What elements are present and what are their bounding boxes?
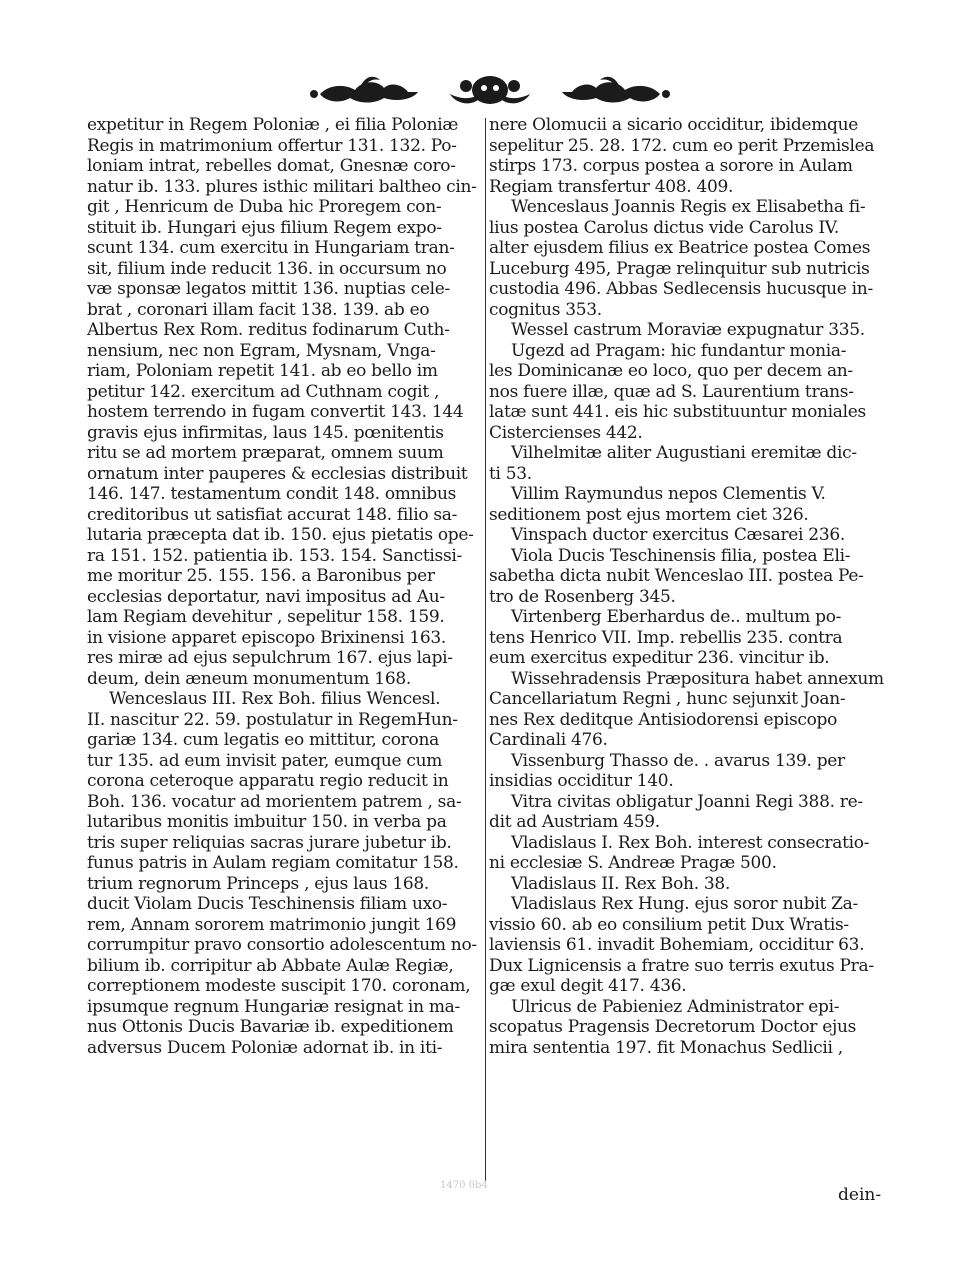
text-line: trium regnorum Princeps , ejus laus 168. [87,873,429,894]
text-line: Virtenberg Eberhardus de.. multum po- [511,607,842,627]
text-line: deum, dein æneum monumentum 168. [87,668,411,689]
text-line: res miræ ad ejus sepulchrum 167. ejus lapi- [87,648,453,668]
text-line: loniam intrat, rebelles domat, Gnesnæ coro- [87,156,456,176]
text-line: Wenceslaus III. Rex Boh. filius Wencesl. [109,689,441,709]
text-line: custodia 496. Abbas Sedlecensis hucusque in- [489,279,873,299]
text-line: gæ exul degit 417. 436. [489,976,687,996]
text-line: ecclesias deportatur, navi impositus ad Au- [87,586,445,607]
show-through-text: 1470 0b4 [440,1180,488,1191]
text-line: ducit Violam Ducis Teschinensis filiam uxo- [87,894,448,914]
text-line: Wenceslaus Joannis Regis ex Elisabetha fi- [511,197,866,217]
text-line: ornatum inter pauperes & ecclesias distribuit [87,463,468,484]
text-line: tens Henrico VII. Imp. rebellis 235. contra [489,627,843,648]
text-line: tris super reliquias sacras jurare jubetur ib. [87,832,452,853]
text-line: mira sententia 197. fit Monachus Sedlicii , [489,1037,843,1058]
text-line: dit ad Austriam 459. [489,812,660,832]
text-line: ra 151. 152. patientia ib. 153. 154. Sanctissi- [87,545,462,566]
text-line: latæ sunt 441. eis hic substituuntur moniales [489,402,866,422]
text-line: ritu se ad mortem præparat, omnem suum [87,443,444,463]
text-line: corrumpitur pravo consortio adolescentum no- [87,935,477,955]
text-line: lam Regiam devehitur , sepelitur 158. 159. [87,607,445,627]
text-line: adversus Ducem Poloniæ adornat ib. in iti- [87,1037,443,1058]
text-line: Boh. 136. vocatur ad morientem patrem , sa- [87,791,462,812]
text-line: Cardinali 476. [489,730,608,750]
text-line: natur ib. 133. plures isthic militari baltheo cin- [87,176,477,197]
text-line: Vitra civitas obligatur Joanni Regi 388. re- [511,791,863,812]
text-line: nes Rex deditque Antisiodorensi episcopo [489,709,838,730]
text-line: Vilhelmitæ aliter Augustiani eremitæ dic- [511,443,857,463]
text-line: Wessel castrum Moraviæ expugnatur 335. [511,320,865,340]
text-line: Vladislaus I. Rex Boh. interest consecratio- [511,832,870,853]
text-line: riam, Poloniam repetit 141. ab eo bello im [87,361,438,381]
text-line: hostem terrendo in fugam convertit 143. 144 [87,402,464,422]
text-line: git , Henricum de Duba hic Proregem con- [87,197,442,217]
text-line: Vissenburg Thasso de. . avarus 139. per [511,750,845,771]
text-line: nos fuere illæ, quæ ad S. Laurentium trans- [489,381,854,402]
text-line: funus patris in Aulam regiam comitatur 158. [87,853,459,873]
text-line: insidias occiditur 140. [489,771,674,791]
text-line: nensium, nec non Egram, Mysnam, Vnga- [87,340,436,361]
text-line: les Dominicanæ eo loco, quo per decem an- [489,361,853,381]
text-line: nus Ottonis Ducis Bavariæ ib. expeditionem [87,1017,454,1037]
text-line: Wissehradensis Præpositura habet annexum [511,668,884,689]
text-line: petitur 142. exercitum ad Cuthnam cogit , [87,381,440,402]
text-line: Vladislaus Rex Hung. ejus soror nubit Za- [511,894,858,914]
text-line: rem, Annam sororem matrimonio jungit 169 [87,914,457,935]
left-column [87,115,483,1058]
text-line: correptionem modeste suscipit 170. coronam, [87,976,471,996]
text-line: me moritur 25. 155. 156. a Baronibus per [87,566,435,586]
text-line: Dux Lignicensis a fratre suo terris exutus Pra- [489,955,874,976]
text-line: gravis ejus infirmitas, laus 145. pœnitentis [87,422,444,443]
text-line: tur 135. ad eum invisit pater, eumque cum [87,750,443,771]
text-line: ipsumque regnum Hungariæ resignat in ma- [87,996,460,1017]
text-line: ni ecclesiæ S. Andreæ Pragæ 500. [489,853,777,873]
text-line: lutaribus monitis imbuitur 150. in verba pa [87,812,447,832]
text-line: ti 53. [489,463,532,484]
text-line: stirps 173. corpus postea a sorore in Aulam [489,156,853,176]
text-line: brat , coronari illam facit 138. 139. ab eo [87,299,430,320]
text-line: vissio 60. ab eo consilium petit Dux Wratis- [489,914,849,935]
text-line: alter ejusdem filius ex Beatrice postea Comes [489,238,871,258]
text-line: Albertus Rex Rom. reditus fodinarum Cuth- [87,320,450,340]
text-line: Regis in matrimonium offertur 131. 132. Po- [87,135,457,156]
text-line: II. nascitur 22. 59. postulatur in RegemHun- [87,709,458,730]
text-line: bilium ib. corripitur ab Abbate Aulæ Regiæ, [87,955,454,976]
right-column [489,115,909,1058]
ornament-headpiece-icon [300,70,680,112]
text-line: Cancellariatum Regni , hunc sejunxit Joan- [489,689,846,709]
text-line: Viola Ducis Teschinensis filia, postea Eli- [511,545,851,566]
text-line: væ sponsæ legatos mittit 136. nuptias cele- [87,279,450,299]
text-line: sepelitur 25. 28. 172. cum eo perit Przemislea [489,135,875,156]
text-line: lius postea Carolus dictus vide Carolus IV. [489,217,839,238]
text-line: corona ceteroque apparatu regio reducit in [87,771,449,791]
text-line: eum exercitus expeditur 236. vincitur ib. [489,648,830,668]
text-line: sabetha dicta nubit Wenceslao III. postea Pe- [489,566,864,586]
text-line: Ugezd ad Pragam: hic fundantur monia- [511,340,847,361]
text-line: Ulricus de Pabieniez Administrator epi- [511,996,840,1017]
text-line: Cistercienses 442. [489,422,643,443]
text-line: scopatus Pragensis Decretorum Doctor ejus [489,1017,857,1037]
text-line: laviensis 61. invadit Bohemiam, occiditur 63. [489,935,865,955]
text-line: in visione apparet episcopo Brixinensi 163. [87,627,447,648]
text-line: Vladislaus II. Rex Boh. 38. [511,873,731,894]
text-line: lutaria præcepta dat ib. 150. ejus pietatis ope- [87,525,474,545]
text-line: Luceburg 495, Pragæ relinquitur sub nutricis [489,258,870,279]
column-divider [485,118,486,1181]
text-line: tro de Rosenberg 345. [489,586,676,607]
text-line: Villim Raymundus nepos Clementis V. [511,484,826,504]
text-line: 146. 147. testamentum condit 148. omnibus [87,484,457,504]
text-line: cognitus 353. [489,299,602,320]
text-line: scunt 134. cum exercitu in Hungariam tran- [87,238,455,258]
text-line: seditionem post ejus mortem ciet 326. [489,504,809,525]
text-line: expetitur in Regem Poloniæ , ei filia Poloniæ [87,115,459,135]
text-line: Vinspach ductor exercitus Cæsarei 236. [511,525,845,545]
text-line: gariæ 134. cum legatis eo mittitur, corona [87,730,439,750]
text-line: Regiam transfertur 408. 409. [489,176,734,197]
text-line: nere Olomucii a sicario occiditur, ibidemque [489,115,859,135]
text-line: stituit ib. Hungari ejus filium Regem expo- [87,217,442,238]
text-line: creditoribus ut satisfiat accurat 148. filio sa- [87,504,458,525]
catchword: dein- [838,1185,882,1205]
text-line: sit, filium inde reducit 136. in occursum no [87,258,447,279]
